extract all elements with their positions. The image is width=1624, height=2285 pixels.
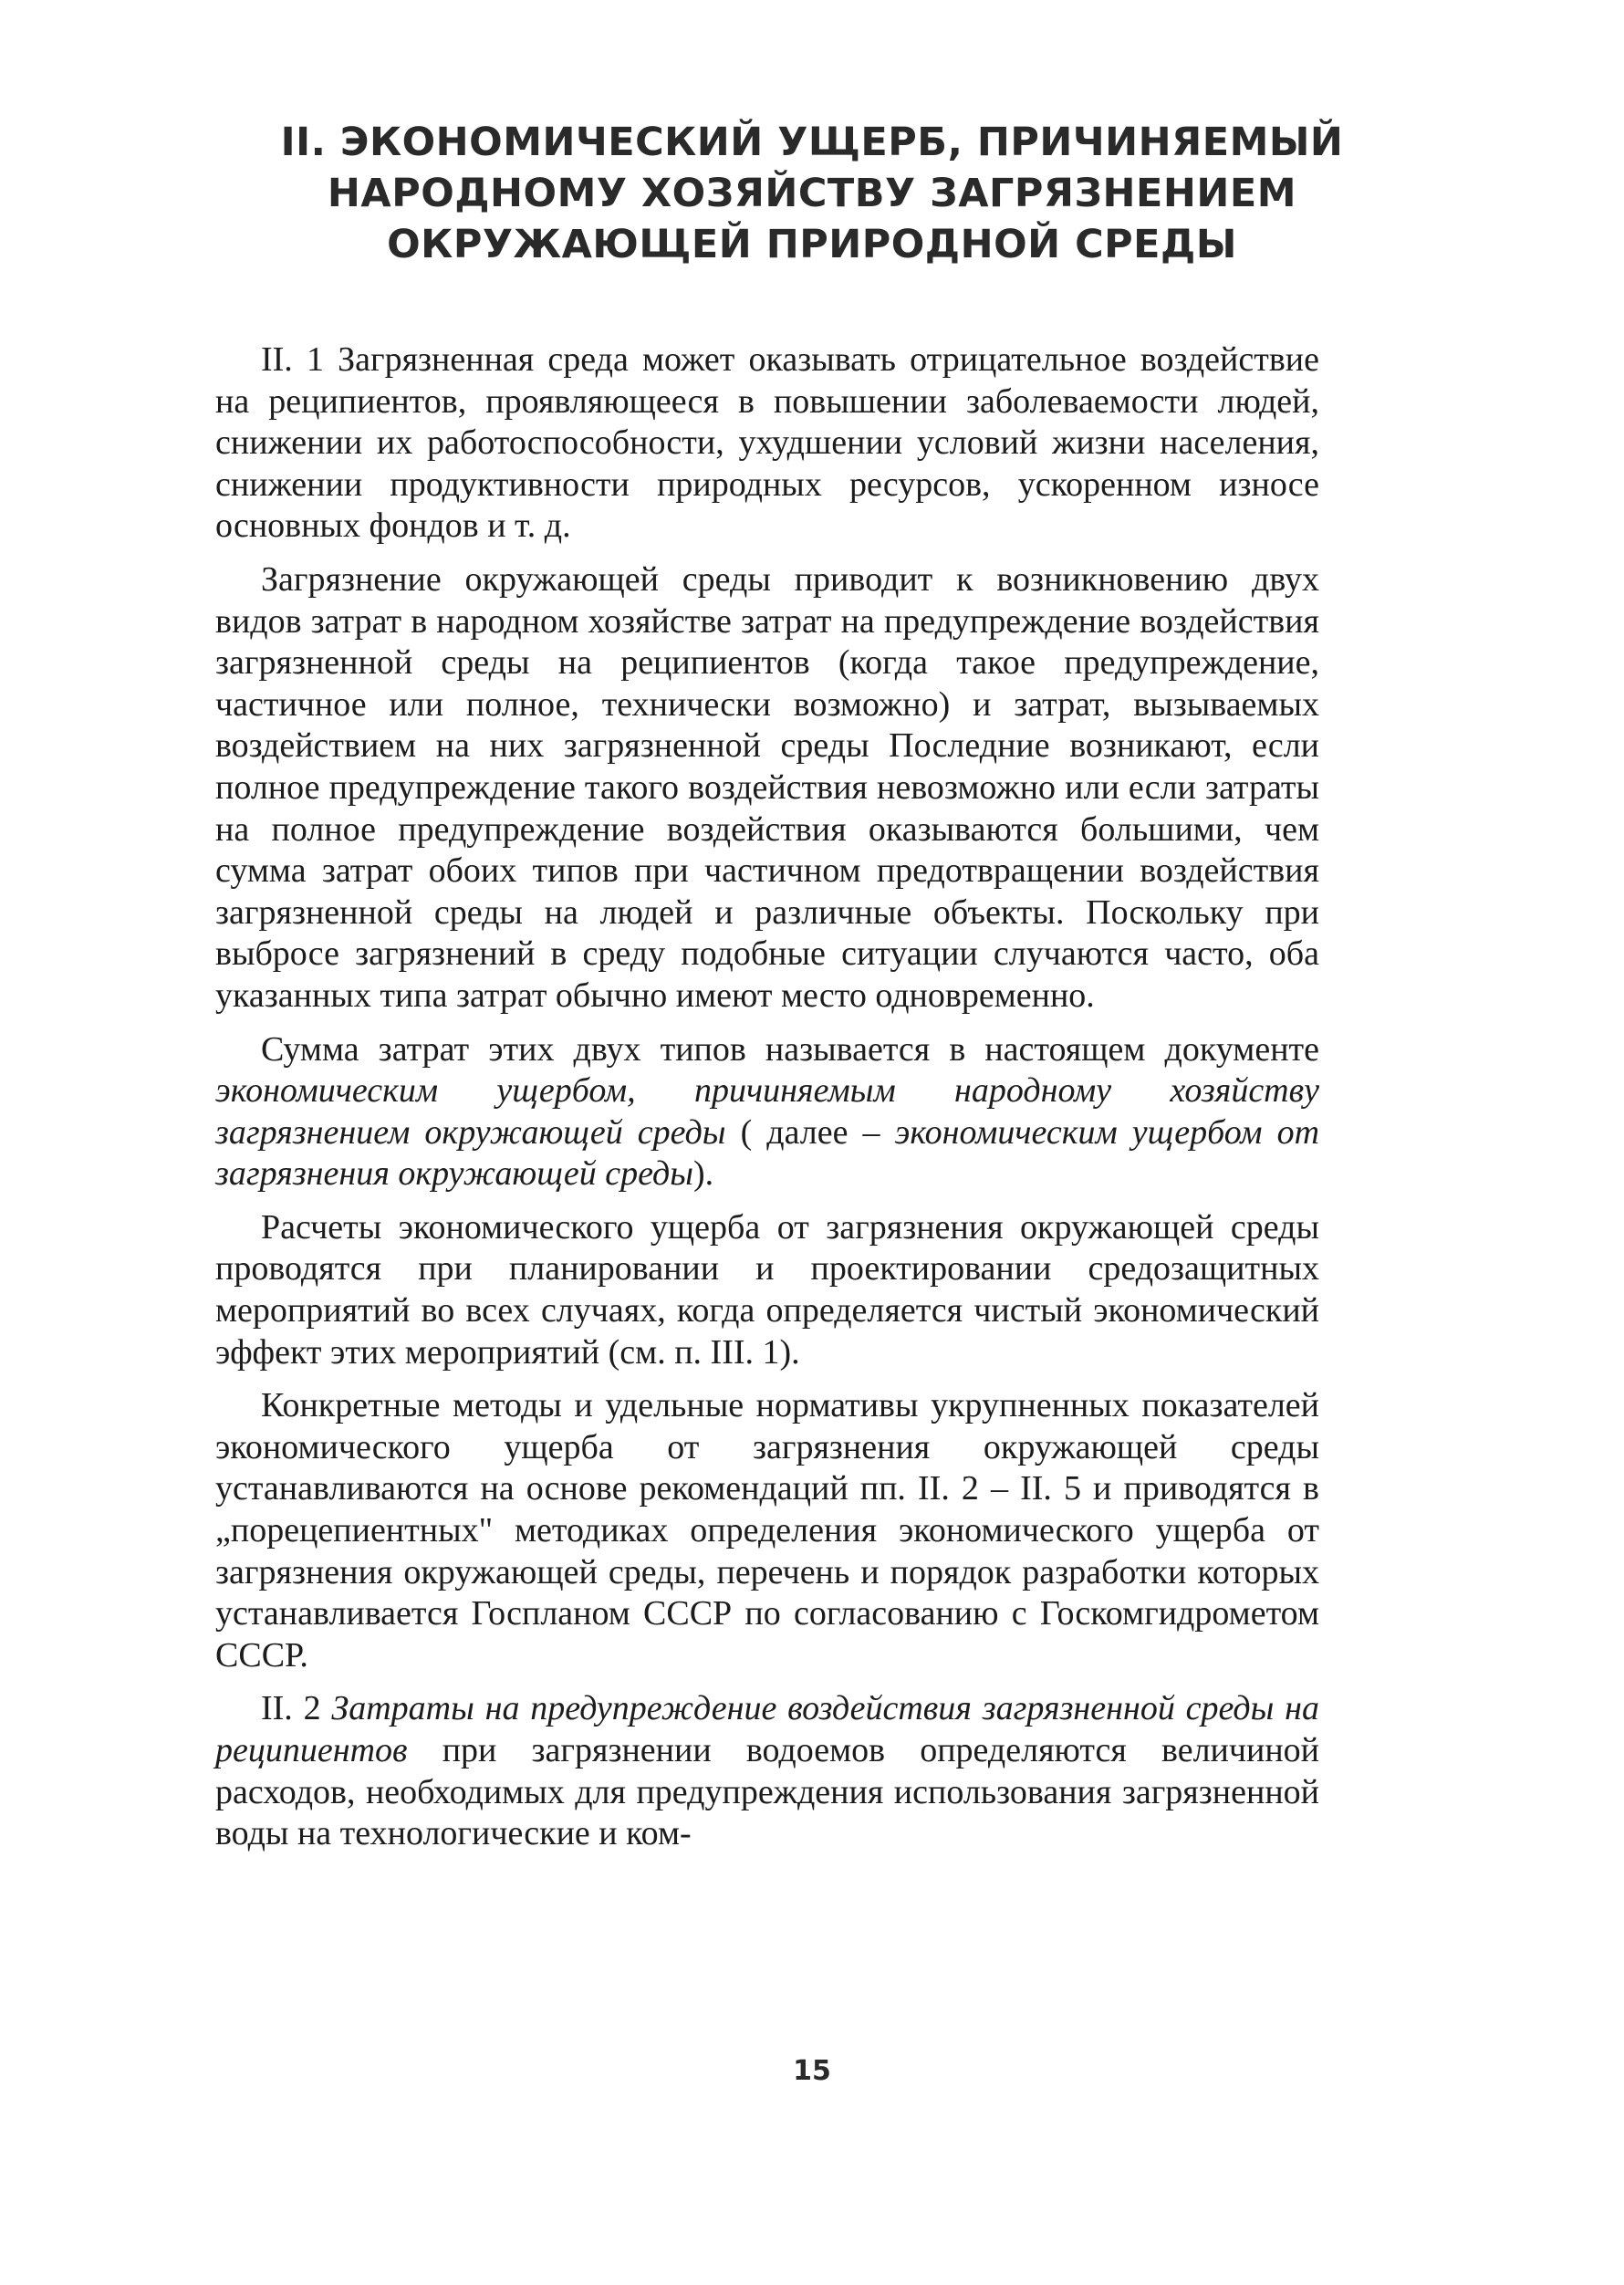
paragraph-3-italic-short-term: экономическим ущербом от загрязнения окружающей среды: [215, 1112, 1320, 1194]
page-number: 15: [793, 2055, 831, 2087]
paragraph-2: Загрязнение окружающей среды приводит к возникновению двух видов затрат в народном хозяйстве затрат на предупреждение воздействия загрязненной среды на реципиентов (когда такое предупреждение, частичное или полное, технически возможно) и затрат, вызываемых воздействием на них загрязненной среды Последние возникают, если полное предупреждение такого воздействия невозможно или если затраты на полное предупреждение воздействия оказываются большими, чем сумма затрат обоих типов при частичном предотвращении воздействия загрязненной среды на людей и различные объекты. Поскольку при выбросе загрязнений в среду подобные ситуации случаются часто, оба указанных типа затрат обычно имеют место одновременно.: [215, 559, 1319, 1015]
paragraph-6-italic-title: Затраты на предупреждение воздействия загрязненной среды на реципиентов: [215, 1689, 1319, 1769]
paragraph-6-end: при загрязнении водоемов определяются величиной расходов, необходимых для предупреждения использования загрязненной воды на технологические и ком-: [215, 1731, 1319, 1853]
heading-line-1: II. ЭКОНОМИЧЕСКИЙ УЩЕРБ, ПРИЧИНЯЕМЫЙ: [280, 120, 1344, 165]
paragraph-5: Конкретные методы и удельные нормативы укрупненных показателей экономического ущерба от загрязнения окружающей среды устанавливаются на основе рекомендаций пп. II. 2 – II. 5 и приводятся в „порецепиентных" методиках определения экономического ущерба от загрязнения окружающей среды, перечень и порядок разработки которых устанавливается Госпланом СССР по согласованию с Госкомгидрометом СССР.: [215, 1386, 1319, 1675]
heading-line-3: ОКРУЖАЮЩЕЙ ПРИРОДНОЙ СРЕДЫ: [387, 222, 1237, 267]
paragraph-3-mid: ( далее –: [740, 1112, 880, 1152]
heading-line-2: НАРОДНОМУ ХОЗЯЙСТВУ ЗАГРЯЗНЕНИЕМ: [327, 171, 1297, 216]
section-heading: [210, 117, 1414, 270]
paragraph-4: Расчеты экономического ущерба от загрязнения окружающей среды проводятся при планировании и проектировании средозащитных мероприятий во всех случаях, когда определяется чистый экономический эффект этих мероприятий (см. п. III. 1).: [215, 1207, 1319, 1372]
paragraph-3: [215, 1029, 1319, 1195]
paragraph-6-number: II. 2: [261, 1689, 321, 1728]
body-text: [215, 339, 1319, 1867]
paragraph-3-end: ).: [692, 1154, 714, 1194]
paragraph-6: [215, 1688, 1319, 1854]
paragraph-1: II. 1 Загрязненная среда может оказывать отрицательное воздействие на реципиентов, проявляющееся в повышении заболеваемости людей, снижении их работоспособности, ухудшении условий жизни населения, снижении продуктивности природных ресурсов, ускоренном износе основных фондов и т. д.: [215, 340, 1319, 546]
paragraph-3-italic-term: экономическим ущербом, причиняемым народному хозяйству загрязнением окружающей среды: [215, 1071, 1319, 1152]
paragraph-3-start: Сумма затрат этих двух типов называется в настоящем документе: [261, 1029, 1319, 1069]
